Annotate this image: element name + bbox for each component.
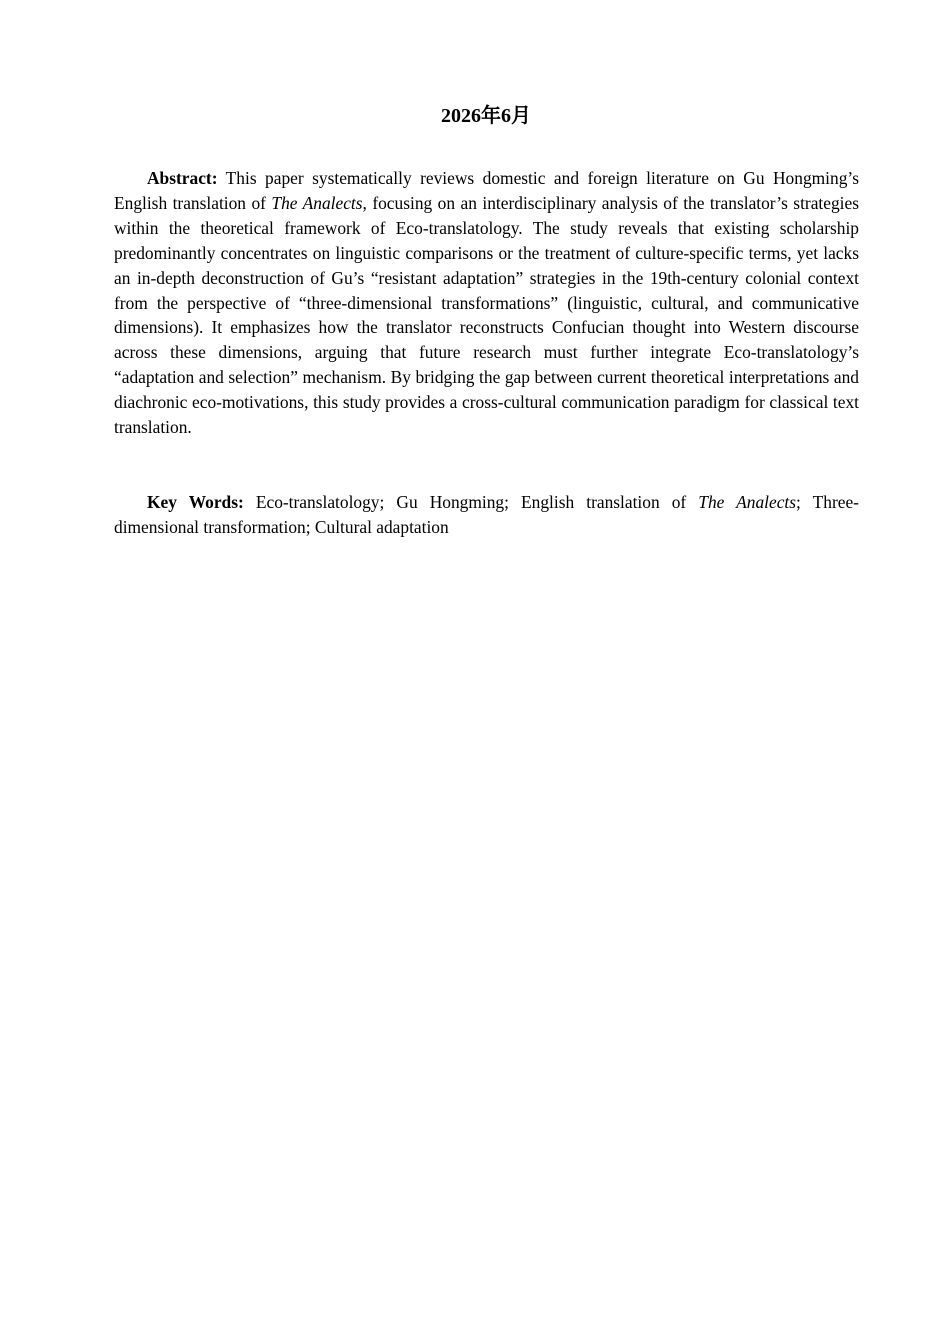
abstract-text-part1: This paper systematically reviews domestic and foreign literature on Gu Hongming’s English translation of — [114, 168, 859, 213]
abstract-paragraph — [114, 166, 859, 440]
abstract-text-part2: , focusing on an interdisciplinary analysis of the translator’s strategies within the theoretical framework of Eco-translatology. The study reveals that existing scholarship predominantly concentrates on linguistic comparisons or the treatment of culture-specific terms, yet lacks an in-depth deconstruction of Gu’s “resistant adaptation” strategies in the 19th-century colonial context from the perspective of “three-dimensional transformations” (linguistic, cultural, and communicative dimensions). It emphasizes how the translator reconstructs Confucian thought into Western discourse across these dimensions, arguing that future research must further integrate Eco-translatology’s “adaptation and selection” mechanism. By bridging the gap between current theoretical interpretations and diachronic eco-motivations, this study provides a cross-cultural communication paradigm for classical text translation. — [114, 192, 859, 438]
keywords-paragraph — [114, 490, 859, 540]
keywords-book-title: The Analects — [698, 492, 797, 512]
keywords-text-part2: ; Three-dimensional transformation; Cultural adaptation — [114, 492, 859, 537]
abstract-book-title: The Analects — [271, 192, 363, 213]
keywords-text-part1: Eco-translatology; Gu Hongming; English translation of — [243, 492, 699, 512]
abstract-label: Abstract: — [147, 168, 218, 188]
keywords-label: Key Words: — [147, 492, 244, 512]
page-date-heading: 2026年6月 — [441, 105, 531, 127]
